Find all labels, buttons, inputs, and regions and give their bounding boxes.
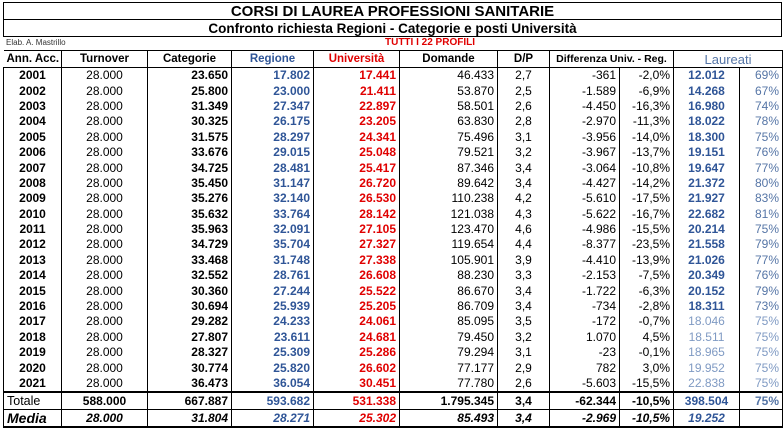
cell-universita[interactable]: 24.341 [314,130,400,145]
cell-dp[interactable]: 3,1 [498,345,550,360]
cell-diff-pct[interactable]: -14,0% [620,130,674,145]
cell-laureati-pct[interactable]: 76% [740,145,783,160]
cell-domande[interactable]: 89.642 [400,176,498,191]
cell-categorie[interactable]: 25.800 [148,83,232,98]
cell-laureati[interactable]: 19.151 [674,145,740,160]
table-row [4,83,783,98]
cell-categorie[interactable]: 34.725 [148,160,232,175]
media-dp[interactable]: 3,4 [498,410,550,428]
cell-diff[interactable]: -4.427 [550,176,620,191]
table-row [4,376,783,392]
cell-diff-pct[interactable]: -7,5% [620,268,674,283]
cell-domande[interactable]: 85.095 [400,314,498,329]
cell-dp[interactable]: 2,9 [498,360,550,375]
cell-year[interactable]: 2017 [4,314,62,329]
cell-categorie[interactable]: 30.694 [148,299,232,314]
cell-regione[interactable]: 35.704 [232,237,314,252]
table-row [4,68,783,84]
table-row [4,283,783,298]
total-diff-pct[interactable]: -10,5% [620,392,674,410]
cell-laureati[interactable]: 18.511 [674,330,740,345]
table-row [4,268,783,283]
cell-laureati[interactable]: 18.022 [674,114,740,129]
cell-regione[interactable]: 28.297 [232,130,314,145]
cell-categorie[interactable]: 35.963 [148,222,232,237]
cell-universita[interactable]: 27.105 [314,222,400,237]
cell-dp[interactable]: 3,4 [498,176,550,191]
total-row [4,392,783,410]
cell-categorie[interactable]: 35.450 [148,176,232,191]
cell-laureati-pct[interactable]: 79% [740,237,783,252]
cell-dp[interactable]: 3,3 [498,268,550,283]
total-domande[interactable]: 1.795.345 [400,392,498,410]
cell-diff[interactable]: -1.722 [550,283,620,298]
header-domande[interactable]: Domande [400,51,498,68]
total-dp[interactable]: 3,4 [498,392,550,410]
cell-diff-pct[interactable]: -23,5% [620,237,674,252]
cell-turnover[interactable]: 28.000 [62,222,148,237]
cell-universita[interactable]: 22.897 [314,99,400,114]
cell-universita[interactable]: 30.451 [314,376,400,392]
cell-laureati-pct[interactable]: 77% [740,253,783,268]
cell-year[interactable]: 2011 [4,222,62,237]
total-categorie[interactable]: 667.887 [148,392,232,410]
cell-diff[interactable]: -3.064 [550,160,620,175]
cell-regione[interactable]: 25.309 [232,345,314,360]
table-row [4,130,783,145]
cell-turnover[interactable]: 28.000 [62,99,148,114]
media-domande[interactable]: 85.493 [400,410,498,428]
cell-domande[interactable]: 86.670 [400,283,498,298]
cell-diff-pct[interactable]: -13,9% [620,253,674,268]
media-label[interactable]: Media [4,410,62,428]
cell-laureati[interactable]: 21.927 [674,191,740,206]
cell-categorie[interactable]: 33.468 [148,253,232,268]
cell-dp[interactable]: 2,5 [498,83,550,98]
cell-year[interactable]: 2001 [4,68,62,84]
cell-turnover[interactable]: 28.000 [62,207,148,222]
cell-turnover[interactable]: 28.000 [62,160,148,175]
cell-diff-pct[interactable]: 4,5% [620,330,674,345]
cell-regione[interactable]: 28.761 [232,268,314,283]
header-regione[interactable]: Regione [232,51,314,68]
table-row [4,160,783,175]
total-laureati-pct[interactable]: 75% [740,392,783,410]
cell-diff-pct[interactable]: -16,3% [620,99,674,114]
cell-domande[interactable]: 77.177 [400,360,498,375]
cell-year[interactable]: 2016 [4,299,62,314]
cell-diff-pct[interactable]: -17,5% [620,191,674,206]
cell-dp[interactable]: 3,5 [498,314,550,329]
sheet-title: CORSI DI LAUREA PROFESSIONI SANITARIE [3,2,782,20]
cell-universita[interactable]: 24.061 [314,314,400,329]
cell-year[interactable]: 2019 [4,345,62,360]
table-row [4,207,783,222]
cell-year[interactable]: 2013 [4,253,62,268]
cell-diff[interactable]: -1.589 [550,83,620,98]
cell-categorie[interactable]: 36.473 [148,376,232,392]
cell-laureati[interactable]: 20.214 [674,222,740,237]
cell-diff[interactable]: -5.622 [550,207,620,222]
cell-domande[interactable]: 79.294 [400,345,498,360]
cell-laureati-pct[interactable]: 78% [740,114,783,129]
header-differenza[interactable]: Differenza Univ. - Reg. [550,51,674,68]
cell-domande[interactable]: 105.901 [400,253,498,268]
cell-laureati[interactable]: 18.300 [674,130,740,145]
author-credit: Elab. A. Mastrillo [6,38,66,47]
cell-year[interactable]: 2021 [4,376,62,392]
cell-diff-pct[interactable]: -16,7% [620,207,674,222]
cell-universita[interactable]: 25.417 [314,160,400,175]
cell-turnover[interactable]: 28.000 [62,330,148,345]
media-universita[interactable]: 25.302 [314,410,400,428]
cell-domande[interactable]: 88.230 [400,268,498,283]
cell-categorie[interactable]: 30.774 [148,360,232,375]
cell-diff-pct[interactable]: -0,1% [620,345,674,360]
cell-year[interactable]: 2015 [4,283,62,298]
cell-year[interactable]: 2020 [4,360,62,375]
cell-diff[interactable]: 1.070 [550,330,620,345]
cell-regione[interactable]: 17.802 [232,68,314,84]
cell-year[interactable]: 2006 [4,145,62,160]
cell-diff[interactable]: -3.956 [550,130,620,145]
table-row [4,191,783,206]
cell-regione[interactable]: 26.175 [232,114,314,129]
cell-diff-pct[interactable]: -14,2% [620,176,674,191]
cell-categorie[interactable]: 29.282 [148,314,232,329]
cell-diff-pct[interactable]: -6,3% [620,283,674,298]
cell-year[interactable]: 2018 [4,330,62,345]
cell-dp[interactable]: 4,3 [498,207,550,222]
table-row [4,253,783,268]
header-anno[interactable]: Ann. Acc. [4,51,62,68]
media-diff-pct[interactable]: -10,5% [620,410,674,428]
table-row [4,237,783,252]
cell-categorie[interactable]: 31.575 [148,130,232,145]
cell-dp[interactable]: 2,8 [498,114,550,129]
cell-dp[interactable]: 3,2 [498,145,550,160]
cell-regione[interactable]: 31.147 [232,176,314,191]
cell-categorie[interactable]: 30.325 [148,114,232,129]
table-row [4,222,783,237]
cell-domande[interactable]: 79.521 [400,145,498,160]
cell-universita[interactable]: 21.411 [314,83,400,98]
cell-turnover[interactable]: 28.000 [62,345,148,360]
cell-laureati[interactable]: 19.952 [674,360,740,375]
cell-turnover[interactable]: 28.000 [62,237,148,252]
cell-domande[interactable]: 86.709 [400,299,498,314]
cell-diff-pct[interactable]: -2,0% [620,68,674,84]
cell-universita[interactable]: 26.720 [314,176,400,191]
cell-diff-pct[interactable]: -15,5% [620,222,674,237]
cell-domande[interactable]: 123.470 [400,222,498,237]
cell-turnover[interactable]: 28.000 [62,83,148,98]
cell-domande[interactable]: 53.870 [400,83,498,98]
cell-categorie[interactable]: 35.632 [148,207,232,222]
header-laureati[interactable]: Laureati [674,51,783,68]
cell-diff-pct[interactable]: -15,5% [620,376,674,392]
cell-domande[interactable]: 110.238 [400,191,498,206]
cell-diff[interactable]: -5.603 [550,376,620,392]
cell-diff[interactable]: -5.610 [550,191,620,206]
cell-year[interactable]: 2004 [4,114,62,129]
media-diff[interactable]: -2.969 [550,410,620,428]
cell-categorie[interactable]: 33.676 [148,145,232,160]
cell-diff[interactable]: 782 [550,360,620,375]
total-label[interactable]: Totale [4,392,62,410]
cell-domande[interactable]: 75.496 [400,130,498,145]
cell-regione[interactable]: 28.481 [232,160,314,175]
cell-laureati-pct[interactable]: 74% [740,99,783,114]
cell-diff[interactable]: -172 [550,314,620,329]
cell-universita[interactable]: 26.530 [314,191,400,206]
cell-laureati[interactable]: 18.965 [674,345,740,360]
cell-universita[interactable]: 25.048 [314,145,400,160]
cell-year[interactable]: 2010 [4,207,62,222]
total-regione[interactable]: 593.682 [232,392,314,410]
cell-laureati-pct[interactable]: 77% [740,160,783,175]
cell-year[interactable]: 2014 [4,268,62,283]
media-laureati-pct[interactable] [740,410,783,428]
data-table [3,50,783,428]
sheet-subtitle: Confronto richiesta Regioni - Categorie e posti Università [3,20,782,37]
cell-diff[interactable]: -2.153 [550,268,620,283]
cell-turnover[interactable]: 28.000 [62,360,148,375]
cell-dp[interactable]: 4,4 [498,237,550,252]
cell-dp[interactable]: 3,4 [498,283,550,298]
cell-dp[interactable]: 3,9 [498,253,550,268]
cell-categorie[interactable]: 23.650 [148,68,232,84]
cell-universita[interactable]: 23.205 [314,114,400,129]
cell-regione[interactable]: 24.233 [232,314,314,329]
header-categorie[interactable]: Categorie [148,51,232,68]
table-row [4,360,783,375]
cell-diff-pct[interactable]: -2,8% [620,299,674,314]
cell-laureati-pct[interactable]: 83% [740,191,783,206]
cell-domande[interactable]: 121.038 [400,207,498,222]
cell-year[interactable]: 2009 [4,191,62,206]
cell-domande[interactable]: 87.346 [400,160,498,175]
cell-universita[interactable]: 24.681 [314,330,400,345]
cell-universita[interactable]: 26.608 [314,268,400,283]
media-categorie[interactable]: 31.804 [148,410,232,428]
cell-regione[interactable]: 23.000 [232,83,314,98]
cell-laureati[interactable]: 19.647 [674,160,740,175]
cell-laureati-pct[interactable]: 75% [740,130,783,145]
cell-dp[interactable]: 2,7 [498,68,550,84]
cell-dp[interactable]: 3,4 [498,160,550,175]
cell-categorie[interactable]: 31.349 [148,99,232,114]
cell-domande[interactable]: 77.780 [400,376,498,392]
cell-turnover[interactable]: 28.000 [62,299,148,314]
cell-universita[interactable]: 25.522 [314,283,400,298]
cell-laureati[interactable]: 21.558 [674,237,740,252]
cell-year[interactable]: 2007 [4,160,62,175]
table-row [4,314,783,329]
cell-diff[interactable]: -23 [550,345,620,360]
cell-regione[interactable]: 25.939 [232,299,314,314]
cell-laureati-pct[interactable]: 75% [740,360,783,375]
cell-year[interactable]: 2008 [4,176,62,191]
table-row [4,114,783,129]
cell-turnover[interactable]: 28.000 [62,68,148,84]
cell-turnover[interactable]: 28.000 [62,314,148,329]
cell-turnover[interactable]: 28.000 [62,176,148,191]
cell-universita[interactable]: 28.142 [314,207,400,222]
cell-laureati[interactable]: 21.372 [674,176,740,191]
total-diff[interactable]: -62.344 [550,392,620,410]
cell-domande[interactable]: 63.830 [400,114,498,129]
cell-diff-pct[interactable]: -13,7% [620,145,674,160]
cell-turnover[interactable]: 28.000 [62,283,148,298]
cell-dp[interactable]: 3,1 [498,130,550,145]
cell-categorie[interactable]: 34.729 [148,237,232,252]
cell-turnover[interactable]: 28.000 [62,130,148,145]
cell-universita[interactable]: 25.286 [314,345,400,360]
header-universita[interactable]: Università [314,51,400,68]
total-laureati[interactable]: 398.504 [674,392,740,410]
cell-laureati-pct[interactable]: 75% [740,314,783,329]
cell-diff[interactable]: -4.986 [550,222,620,237]
cell-domande[interactable]: 119.654 [400,237,498,252]
cell-universita[interactable]: 27.327 [314,237,400,252]
cell-diff-pct[interactable]: -0,7% [620,314,674,329]
cell-turnover[interactable]: 28.000 [62,268,148,283]
cell-diff-pct[interactable]: -10,8% [620,160,674,175]
cell-universita[interactable]: 17.441 [314,68,400,84]
cell-domande[interactable]: 79.450 [400,330,498,345]
cell-dp[interactable]: 4,2 [498,191,550,206]
cell-laureati[interactable]: 12.012 [674,68,740,84]
cell-laureati-pct[interactable]: 67% [740,83,783,98]
cell-laureati-pct[interactable]: 73% [740,299,783,314]
header-turnover[interactable]: Turnover [62,51,148,68]
cell-diff-pct[interactable]: -6,9% [620,83,674,98]
cell-dp[interactable]: 3,2 [498,330,550,345]
cell-laureati-pct[interactable]: 75% [740,222,783,237]
media-laureati[interactable]: 19.252 [674,410,740,428]
cell-diff[interactable]: -3.967 [550,145,620,160]
cell-turnover[interactable]: 28.000 [62,376,148,392]
cell-categorie[interactable]: 27.807 [148,330,232,345]
cell-dp[interactable]: 2,6 [498,376,550,392]
cell-laureati-pct[interactable]: 79% [740,283,783,298]
cell-diff[interactable]: -4.410 [550,253,620,268]
cell-laureati-pct[interactable]: 76% [740,268,783,283]
cell-regione[interactable]: 32.091 [232,222,314,237]
cell-laureati[interactable]: 16.980 [674,99,740,114]
cell-turnover[interactable]: 28.000 [62,114,148,129]
cell-regione[interactable]: 27.347 [232,99,314,114]
cell-diff[interactable]: -734 [550,299,620,314]
cell-regione[interactable]: 29.015 [232,145,314,160]
cell-universita[interactable]: 26.602 [314,360,400,375]
cell-laureati-pct[interactable]: 75% [740,345,783,360]
cell-laureati-pct[interactable]: 80% [740,176,783,191]
cell-turnover[interactable]: 28.000 [62,191,148,206]
cell-dp[interactable]: 2,6 [498,99,550,114]
media-row [4,410,783,428]
table-row [4,99,783,114]
cell-laureati-pct[interactable]: 75% [740,376,783,392]
cell-categorie[interactable]: 28.327 [148,345,232,360]
cell-universita[interactable]: 27.338 [314,253,400,268]
cell-laureati-pct[interactable]: 81% [740,207,783,222]
cell-diff-pct[interactable]: -11,3% [620,114,674,129]
cell-categorie[interactable]: 35.276 [148,191,232,206]
cell-regione[interactable]: 25.820 [232,360,314,375]
cell-categorie[interactable]: 32.552 [148,268,232,283]
cell-year[interactable]: 2005 [4,130,62,145]
total-turnover[interactable]: 588.000 [62,392,148,410]
cell-diff[interactable]: -8.377 [550,237,620,252]
cell-regione[interactable]: 33.764 [232,207,314,222]
cell-laureati-pct[interactable]: 75% [740,330,783,345]
media-turnover[interactable]: 28.000 [62,410,148,428]
cell-laureati[interactable]: 20.349 [674,268,740,283]
cell-diff[interactable]: -2.970 [550,114,620,129]
cell-regione[interactable]: 36.054 [232,376,314,392]
profili-label: TUTTI I 22 PROFILI [384,37,475,48]
table-row [4,176,783,191]
cell-laureati[interactable]: 22.682 [674,207,740,222]
cell-regione[interactable]: 23.611 [232,330,314,345]
cell-diff[interactable]: -4.450 [550,99,620,114]
cell-laureati[interactable]: 14.268 [674,83,740,98]
table-row [4,299,783,314]
cell-laureati-pct[interactable]: 69% [740,68,783,84]
cell-year[interactable]: 2003 [4,99,62,114]
table-row [4,345,783,360]
cell-dp[interactable]: 3,4 [498,299,550,314]
cell-laureati[interactable]: 18.311 [674,299,740,314]
header-dp[interactable]: D/P [498,51,550,68]
table-row [4,145,783,160]
cell-regione[interactable]: 31.748 [232,253,314,268]
cell-laureati[interactable]: 22.838 [674,376,740,392]
total-universita[interactable]: 531.338 [314,392,400,410]
cell-categorie[interactable]: 30.360 [148,283,232,298]
cell-regione[interactable]: 27.244 [232,283,314,298]
cell-year[interactable]: 2012 [4,237,62,252]
cell-regione[interactable]: 32.140 [232,191,314,206]
cell-laureati[interactable]: 20.152 [674,283,740,298]
cell-universita[interactable]: 25.205 [314,299,400,314]
cell-diff-pct[interactable]: 3,0% [620,360,674,375]
cell-laureati[interactable]: 18.046 [674,314,740,329]
cell-year[interactable]: 2002 [4,83,62,98]
cell-domande[interactable]: 58.501 [400,99,498,114]
cell-diff[interactable]: -361 [550,68,620,84]
table-row [4,330,783,345]
cell-turnover[interactable]: 28.000 [62,253,148,268]
cell-laureati[interactable]: 21.026 [674,253,740,268]
cell-turnover[interactable]: 28.000 [62,145,148,160]
cell-dp[interactable]: 4,6 [498,222,550,237]
cell-domande[interactable]: 46.433 [400,68,498,84]
media-regione[interactable]: 28.271 [232,410,314,428]
